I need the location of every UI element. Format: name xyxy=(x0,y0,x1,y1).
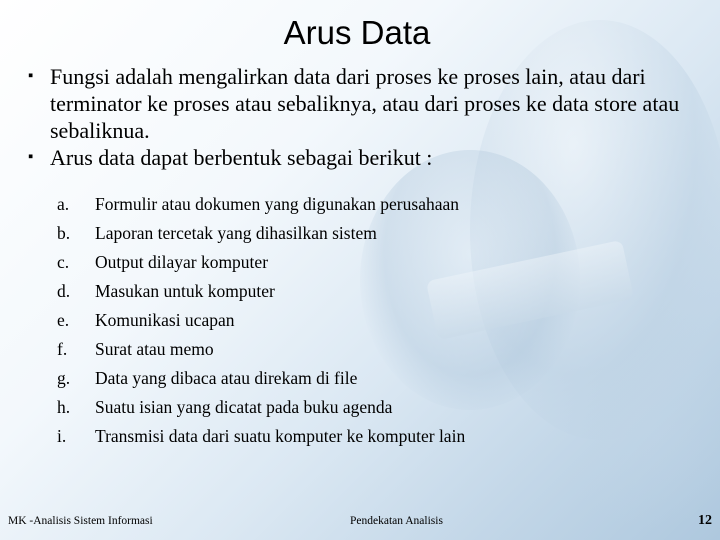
bullet-text: Fungsi adalah mengalirkan data dari proses ke proses lain, atau dari terminator ke proses atau sebaliknya, atau dari proses ke data store atau sebaliknua. xyxy=(50,64,680,143)
page-number: 12 xyxy=(698,513,712,528)
list-text: Output dilayar komputer xyxy=(95,252,269,272)
list-text: Surat atau memo xyxy=(95,339,214,359)
list-text: Formulir atau dokumen yang digunakan perusahaan xyxy=(95,194,459,214)
list-text: Laporan tercetak yang dihasilkan sistem xyxy=(95,223,377,243)
footer-topic: Pendekatan Analisis xyxy=(350,515,443,527)
list-letter: e. xyxy=(57,310,70,330)
square-bullet-icon: ▪ xyxy=(28,149,34,165)
bullet-item xyxy=(28,63,698,144)
list-text: Transmisi data dari suatu komputer ke komputer lain xyxy=(95,426,466,446)
list-text: Suatu isian yang dicatat pada buku agenda xyxy=(95,397,393,417)
list-text: Data yang dibaca atau direkam di file xyxy=(95,368,358,388)
list-letter: c. xyxy=(57,252,70,272)
list-letter: d. xyxy=(57,281,71,301)
list-text: Masukan untuk komputer xyxy=(95,281,275,301)
list-text: Komunikasi ucapan xyxy=(95,310,235,330)
bullet-list xyxy=(28,63,698,171)
slide-title: Arus Data xyxy=(283,14,431,51)
list-letter: f. xyxy=(57,339,68,359)
list-letter: g. xyxy=(57,368,71,388)
bullet-text: Arus data dapat berbentuk sebagai berikut : xyxy=(50,145,433,170)
list-letter: h. xyxy=(57,397,71,417)
list-letter: a. xyxy=(57,194,70,214)
bullet-item xyxy=(28,144,698,171)
list-letter: b. xyxy=(57,223,71,243)
square-bullet-icon: ▪ xyxy=(28,68,34,84)
footer-course-name: MK -Analisis Sistem Informasi xyxy=(8,515,153,527)
list-letter: i. xyxy=(57,426,67,446)
